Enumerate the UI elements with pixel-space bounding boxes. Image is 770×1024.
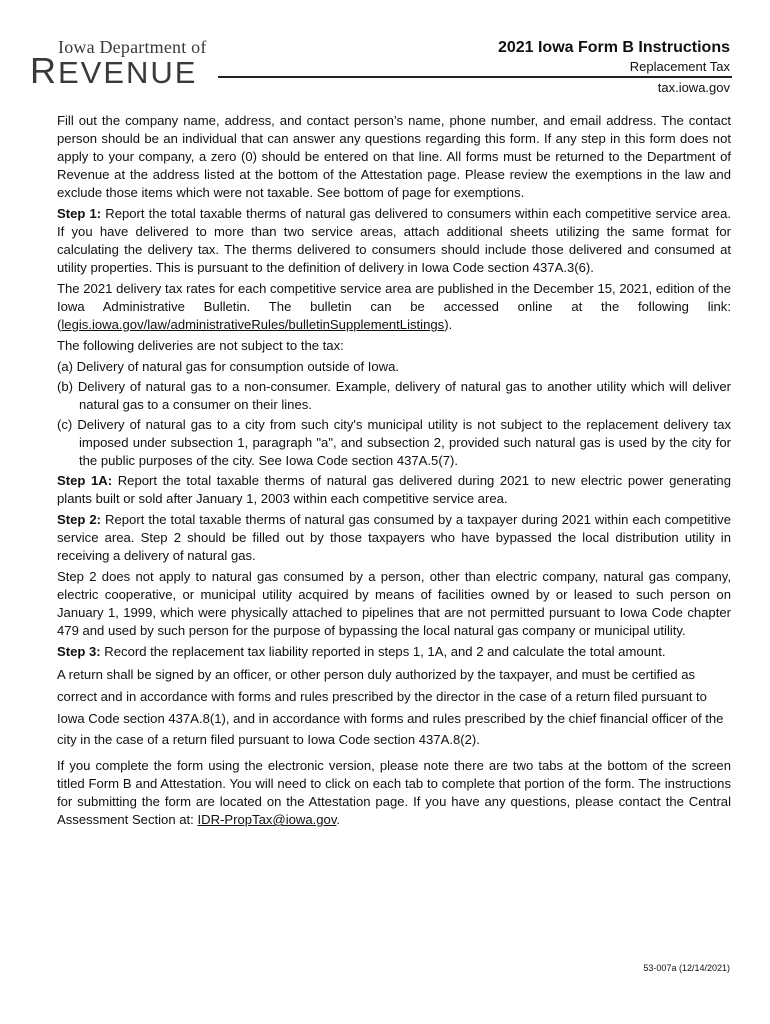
logo-main-rest: EVENUE	[58, 55, 198, 90]
iowa-revenue-logo	[30, 37, 207, 91]
step2-paragraph	[57, 511, 731, 565]
page-subtitle: Replacement Tax	[629, 59, 730, 74]
electronic-text: If you complete the form using the electronic version, please note there are two tabs at the bottom of the screen titled Form B and Attestation. You will need to click on each tab to complete that portion of the form. The instructions for submitting the form are located on the Attestation page. If you have any questions, please contact the Central Assessment Section at:	[57, 758, 731, 828]
step1-label: Step 1:	[57, 206, 102, 221]
form-code: 53-007a (12/14/2021)	[643, 963, 730, 973]
electronic-end: .	[336, 812, 341, 828]
step3-paragraph	[57, 643, 731, 661]
logo-main-line	[30, 50, 207, 91]
logo-top-line: Iowa Department of	[58, 37, 207, 57]
signature-paragraph: A return shall be signed by an officer, or other person duly authorized by the taxpayer, and must be certified as correct and in accordance with forms and rules prescribed by the director in the case of a return filed pursuant to Iowa Code section 437A.8(1), and in accordance with forms and rules prescribed by the chief financial officer of the city in the case of a return filed pursuant to Iowa Code section 437A.8(2).	[57, 667, 724, 748]
website-link[interactable]: tax.iowa.gov	[657, 80, 730, 95]
instructions-body	[57, 112, 731, 832]
bulletin-link[interactable]: legis.iowa.gov/law/administrativeRules/bulletinSupplementListings	[61, 317, 445, 332]
exemption-item-a: (a) Delivery of natural gas for consumption outside of Iowa.	[57, 359, 400, 374]
step2-text: Report the total taxable therms of natural gas consumed by a taxpayer during 2021 within each competitive service area. Step 2 should be filled out by those taxpayers who have bypassed the local distribution utility in receiving a delivery of natural gas.	[57, 512, 732, 563]
rates-text: The 2021 delivery tax rates for each competitive service area are published in the December 15, 2021, edition of the Iowa Administrative Bulletin. The bulletin can be accessed online at the following link: (	[57, 281, 731, 332]
step1a-label: Step 1A:	[57, 473, 113, 488]
header-rule	[218, 76, 732, 78]
electronic-paragraph	[57, 757, 731, 829]
step2-note-paragraph: Step 2 does not apply to natural gas consumed by a person, other than electric company, natural gas company, electric cooperative, or municipal utility acquired by means of facilities owned by or leased to such person on January 1, 1999, which were physically attached to pipelines that are not permitted pursuant to Iowa Code chapter 479 and used by such person for the purpose of bypassing the local natural gas company or municipal utility.	[57, 569, 731, 638]
logo-main-cap: R	[30, 50, 58, 91]
exemption-item-c: (c) Delivery of natural gas to a city from such city's municipal utility is not subject to the replacement delivery tax imposed under subsection 1, paragraph "a", and subsection 2, provided such natural gas is used by the city for the public purposes of the city. See Iowa Code section 437A.5(7).	[57, 417, 731, 468]
contact-email-link[interactable]: IDR-PropTax@iowa.gov	[197, 812, 337, 828]
rates-paragraph	[57, 280, 731, 334]
exemption-item-b: (b) Delivery of natural gas to a non-consumer. Example, delivery of natural gas to another utility which will deliver natural gas to a consumer on their lines.	[57, 379, 731, 412]
intro-paragraph: Fill out the company name, address, and contact person’s name, phone number, and email address. The contact person should be an individual that can answer any questions regarding this form. If any step in this form does not apply to your company, a zero (0) should be entered on that line. All forms must be returned to the Department of Revenue at the address listed at the bottom of the Attestation page. Please review the exemptions in the law and exclude those items which were not taxable. See bottom of page for exemptions.	[57, 113, 731, 200]
step2-label: Step 2:	[57, 512, 102, 527]
step3-label: Step 3:	[57, 644, 101, 659]
rates-end: ).	[444, 317, 453, 332]
step3-text: Record the replacement tax liability reported in steps 1, 1A, and 2 and calculate the total amount.	[100, 644, 666, 659]
step1-paragraph	[57, 205, 731, 277]
step1a-paragraph	[57, 472, 731, 508]
not-subject-heading: The following deliveries are not subject to the tax:	[57, 338, 344, 353]
page-title: 2021 Iowa Form B Instructions	[497, 39, 730, 56]
header-block	[498, 38, 730, 58]
step1-text: Report the total taxable therms of natural gas delivered to consumers within each competitive service area. If you have delivered to more than two service areas, attach additional sheets utilizing the same format for calculating the delivery tax. The therms delivered to consumers should include those delivered and consumed at utility properties. This is pursuant to the definition of delivery in Iowa Code section 437A.3(6).	[57, 206, 731, 275]
step1a-text: Report the total taxable therms of natural gas delivered during 2021 to new electric power generating plants built or sold after January 1, 2003 within each competitive service area.	[57, 473, 731, 506]
